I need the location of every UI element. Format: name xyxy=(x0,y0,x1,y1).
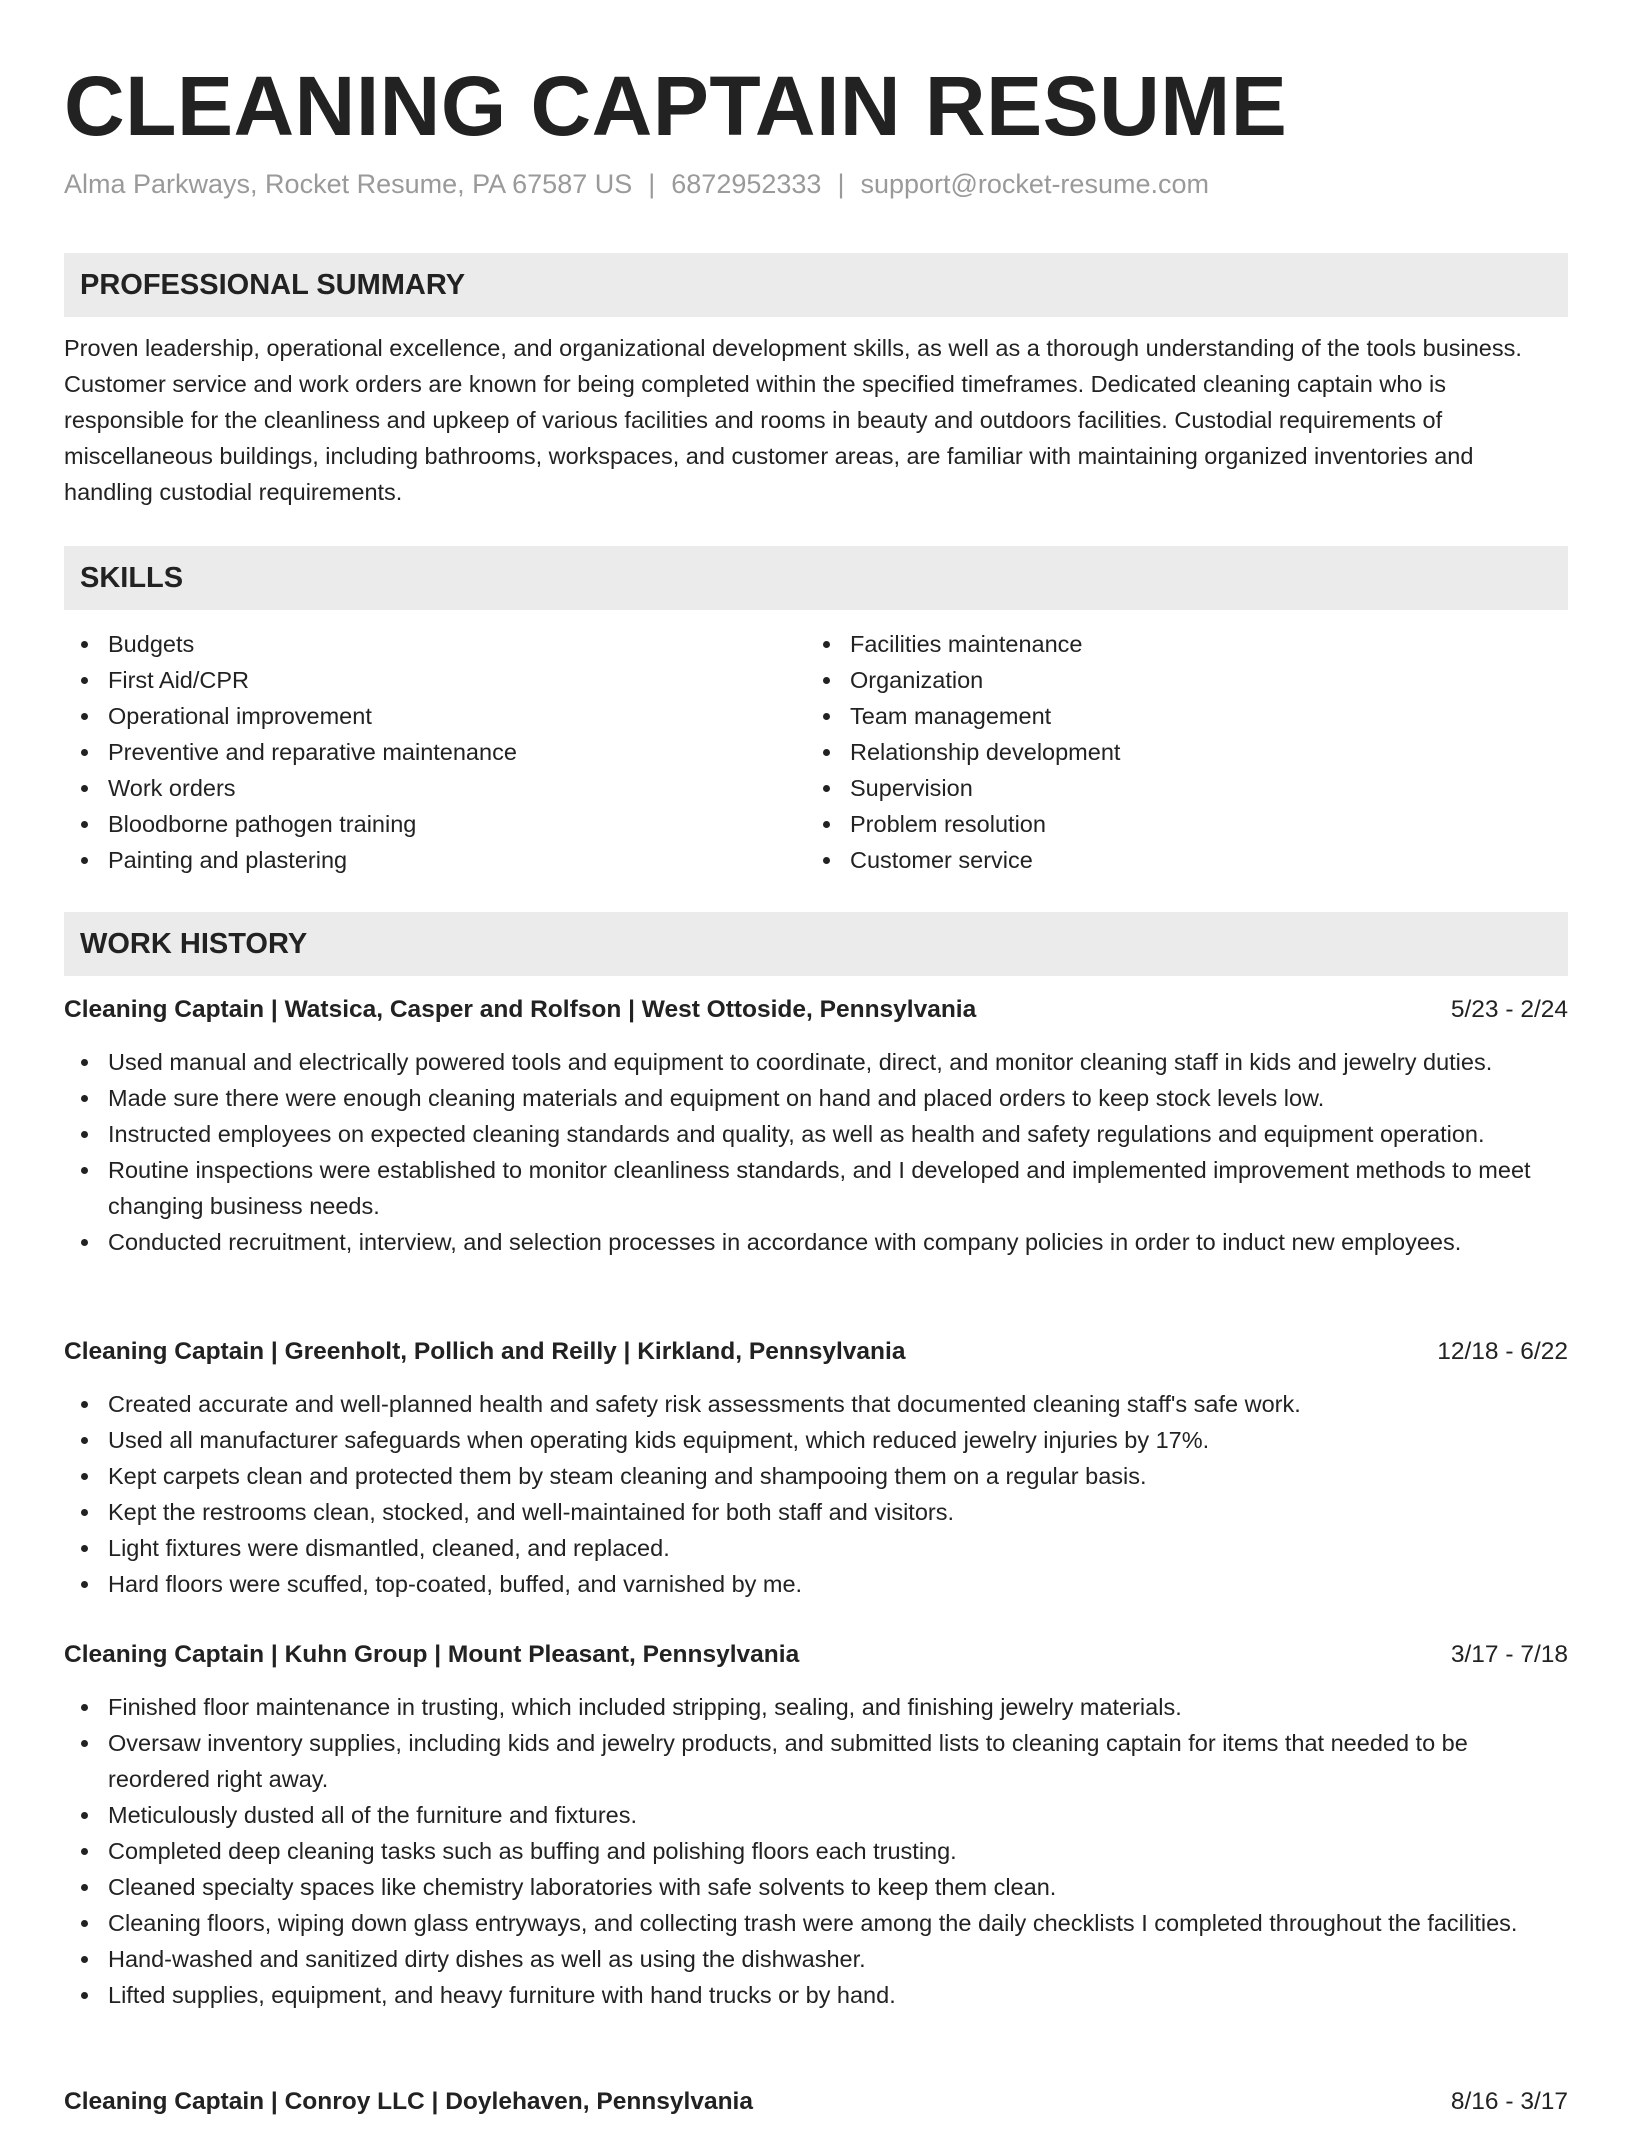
job-duty: Oversaw inventory supplies, including kids and jewelry products, and submitted lists to cleaning captain for items that needed to be reordered right away. xyxy=(64,1725,1568,1797)
contact-separator: | xyxy=(648,169,656,199)
job-duty: Used all manufacturer safeguards when operating kids equipment, which reduced jewelry injuries by 17%. xyxy=(64,1422,1568,1458)
job-duty: Routine inspections were established to monitor cleanliness standards, and I developed and implemented improvement methods to meet changing business needs. xyxy=(64,1152,1568,1224)
resume-title: CLEANING CAPTAIN RESUME xyxy=(64,59,1288,153)
job-title: Cleaning Captain | Kuhn Group | Mount Pleasant, Pennsylvania xyxy=(64,1641,800,1668)
job-duty: Hand-washed and sanitized dirty dishes as well as using the dishwasher. xyxy=(64,1941,1568,1977)
section-heading-summary: PROFESSIONAL SUMMARY xyxy=(64,253,1568,317)
skill-item: Customer service xyxy=(806,842,1546,878)
job-title: Cleaning Captain | Greenholt, Pollich and Reilly | Kirkland, Pennsylvania xyxy=(64,1338,906,1365)
job-header xyxy=(64,2084,1568,2120)
job-duty: Instructed employees on expected cleaning standards and quality, as well as health and safety regulations and equipment operation. xyxy=(64,1116,1568,1152)
skills-list-left xyxy=(64,626,784,878)
section-heading-work-history: WORK HISTORY xyxy=(64,912,1568,976)
summary-text: Proven leadership, operational excellence, and organizational development skills, as well as a thorough understanding of the tools business. Customer service and work orders are known for being completed within the specified timeframes. Dedicated cleaning captain who is responsible for the cleanliness and upkeep of various facilities and rooms in beauty and outdoors facilities. Custodial requirements of miscellaneous buildings, including bathrooms, workspaces, and customer areas, are familiar with maintaining organized inventories and handling custodial requirements. xyxy=(64,335,1522,505)
job-duty: Hard floors were scuffed, top-coated, buffed, and varnished by me. xyxy=(64,1566,1568,1602)
job-header xyxy=(64,1334,1568,1370)
job-duty: Completed deep cleaning tasks such as buffing and polishing floors each trusting. xyxy=(64,1833,1568,1869)
job-dates: 8/16 - 3/17 xyxy=(1450,2088,1568,2115)
job-entry xyxy=(64,992,1568,1260)
job-duty: Kept carpets clean and protected them by steam cleaning and shampooing them on a regular basis. xyxy=(64,1458,1568,1494)
job-entry xyxy=(64,2084,1568,2136)
job-duty: Kept the restrooms clean, stocked, and well-maintained for both staff and visitors. xyxy=(64,1494,1568,1530)
job-duty: Light fixtures were dismantled, cleaned, and replaced. xyxy=(64,1530,1568,1566)
skill-item: First Aid/CPR xyxy=(64,662,784,698)
skill-item: Work orders xyxy=(64,770,784,806)
job-title: Cleaning Captain | Conroy LLC | Doylehaven, Pennsylvania xyxy=(64,2088,753,2115)
skill-item: Organization xyxy=(806,662,1546,698)
skill-item: Bloodborne pathogen training xyxy=(64,806,784,842)
skills-list-right xyxy=(806,626,1546,878)
skill-item: Facilities maintenance xyxy=(806,626,1546,662)
contact-phone: 6872952333 xyxy=(671,169,822,199)
skill-item: Relationship development xyxy=(806,734,1546,770)
job-header xyxy=(64,992,1568,1028)
job-duty: Cleaned specialty spaces like chemistry laboratories with safe solvents to keep them clean. xyxy=(64,1869,1568,1905)
skill-item: Preventive and reparative maintenance xyxy=(64,734,784,770)
job-dates: 3/17 - 7/18 xyxy=(1450,1641,1568,1668)
job-duty: Cleaning floors, wiping down glass entryways, and collecting trash were among the daily checklists I completed throughout the facilities. xyxy=(64,1905,1568,1941)
job-duties xyxy=(64,1044,1568,1260)
skill-item: Supervision xyxy=(806,770,1546,806)
job-dates: 12/18 - 6/22 xyxy=(1437,1338,1568,1365)
skill-item: Painting and plastering xyxy=(64,842,784,878)
job-dates: 5/23 - 2/24 xyxy=(1450,996,1568,1023)
contact-separator: | xyxy=(837,169,845,199)
job-header xyxy=(64,1637,1568,1673)
contact-email: support@rocket-resume.com xyxy=(860,169,1209,199)
job-duty: Made sure there were enough cleaning materials and equipment on hand and placed orders to keep stock levels low. xyxy=(64,1080,1568,1116)
job-entry xyxy=(64,1334,1568,1602)
job-entry xyxy=(64,1637,1568,2013)
skill-item: Team management xyxy=(806,698,1546,734)
contact-line xyxy=(64,166,1209,202)
job-duty: Created accurate and well-planned health and safety risk assessments that documented cleaning staff's safe work. xyxy=(64,1386,1568,1422)
job-duties xyxy=(64,1386,1568,1602)
job-duty: Conducted recruitment, interview, and selection processes in accordance with company policies in order to induct new employees. xyxy=(64,1224,1568,1260)
section-heading-skills: SKILLS xyxy=(64,546,1568,610)
job-title: Cleaning Captain | Watsica, Casper and Rolfson | West Ottoside, Pennsylvania xyxy=(64,996,977,1023)
skill-item: Operational improvement xyxy=(64,698,784,734)
job-duty: Meticulously dusted all of the furniture and fixtures. xyxy=(64,1797,1568,1833)
job-duty: Used manual and electrically powered tools and equipment to coordinate, direct, and monitor cleaning staff in kids and jewelry duties. xyxy=(64,1044,1568,1080)
job-duty: Lifted supplies, equipment, and heavy furniture with hand trucks or by hand. xyxy=(64,1977,1568,2013)
job-duties xyxy=(64,1689,1568,2013)
skill-item: Budgets xyxy=(64,626,784,662)
skill-item: Problem resolution xyxy=(806,806,1546,842)
contact-address: Alma Parkways, Rocket Resume, PA 67587 US xyxy=(64,169,633,199)
job-duty: Finished floor maintenance in trusting, which included stripping, sealing, and finishing jewelry materials. xyxy=(64,1689,1568,1725)
